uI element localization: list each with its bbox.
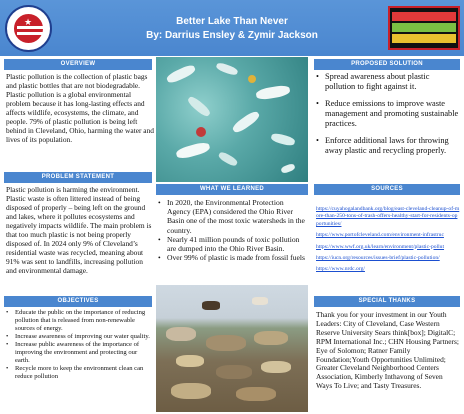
objectives-list: [6, 309, 152, 381]
source-link[interactable]: https://www.wwf.org.uk/learn/environment/plastic-pollut: [316, 243, 445, 250]
problem-statement-heading: PROBLEM STATEMENT: [4, 172, 152, 183]
sources-heading: SOURCES: [314, 184, 460, 195]
landfill-cows-photo: [156, 285, 308, 412]
list-item: • Increase public awareness of the importance of improving the environment and protecting our earth.: [6, 341, 152, 365]
list-item: • Nearly 41 million pounds of toxic pollution are dumped into the Ohio River Basin.: [158, 235, 308, 253]
list-item: • Recycle more to keep the environment clean can reduce pollution: [6, 365, 152, 381]
city-of-cleveland-seal-icon: ★: [5, 5, 52, 52]
list-item: • In 2020, the Environmental Protection Agency (EPA) considered the Ohio River Basin one of the most toxic watersheds in the country.: [158, 198, 308, 235]
poster-title: Better Lake Than Never: [176, 16, 288, 27]
what-we-learned-heading: WHAT WE LEARNED: [156, 184, 308, 195]
list-item: • Increase awareness of improving our water quality.: [6, 333, 152, 341]
overview-text: Plastic pollution is the collection of plastic bags and plastic bottles that are not biodegradable. Plastic pollution is a global environmental problem because it has long-lasting effects and affects wildlife, ecosystems, the climate, and people. 79% of plastic pollution is being left behind in Cleveland, Ohio, harming the water and lives of its population.: [6, 72, 154, 144]
poster-authors: By: Darrius Ensley & Zymir Jackson: [146, 30, 318, 41]
objectives-heading: OBJECTIVES: [4, 296, 152, 307]
source-link[interactable]: https://www.nrdc.org/: [316, 266, 365, 273]
list-item: • Educate the public on the importance of reducing pollution that is released from non-renewable sources of energy.: [6, 309, 152, 333]
list-item: • Over 99% of plastic is made from fossil fuels: [158, 253, 308, 262]
overview-heading: OVERVIEW: [4, 59, 152, 70]
sources-links: [316, 206, 460, 278]
proposed-solution-heading: PROPOSED SOLUTION: [314, 59, 460, 70]
source-link[interactable]: https://iucn.org/resources/issues-brief/plastic-pollution/: [316, 255, 440, 262]
list-item: • Enforce additional laws for throwing away plastic and recycling properly.: [316, 136, 460, 156]
problem-statement-text: Plastic pollution is harming the environment. Plastic waste is often littered instead of being disposed of properly – being left on the ground and lakes, where it pollutes ecosystems and negatively impacts wildlife. The main problem is that too much plastic is not being properly disposed of. In 2024 only 9% of Cleveland’s residential waste was recycled, meaning about 91% was sent to landfills, increasing pollution and environmental damage.: [6, 185, 152, 275]
plastic-pollution-water-photo: [156, 57, 308, 182]
list-item: • Reduce emissions to improve waste management and promoting sustainable practices.: [316, 99, 460, 129]
proposed-solution-list: [316, 72, 460, 156]
source-link[interactable]: https://www.portofcleveland.com/environment-infrastruc: [316, 232, 444, 239]
special-thanks-heading: SPECIAL THANKS: [314, 296, 460, 307]
special-thanks-text: Thank you for your investment in our Youth Leaders: City of Cleveland, Case Western Reserve University Sears think[box]; DigitalC; RPM International Inc.; CHN Housing Partners; Eye of Solomon; Ratner Family Foundation;Youth Opportunities Unlimited; Greater Cleveland Neighborhood Centers Association, Kimberly Inthavong of Seven Ways To Live; and Tasty Treasures.: [316, 310, 459, 391]
list-item: • Spread awareness about plastic pollution to fight against it.: [316, 72, 460, 92]
cleveland-freedom-project-logo-icon: [388, 6, 460, 50]
what-we-learned-list: [158, 198, 308, 262]
source-link[interactable]: https://cuyahogalandbank.org/blog/east-cleveland-cleanup-of-more-than-250-tons-of-trash-offers-healthy-start-for-residents-opportunities/: [316, 206, 460, 227]
